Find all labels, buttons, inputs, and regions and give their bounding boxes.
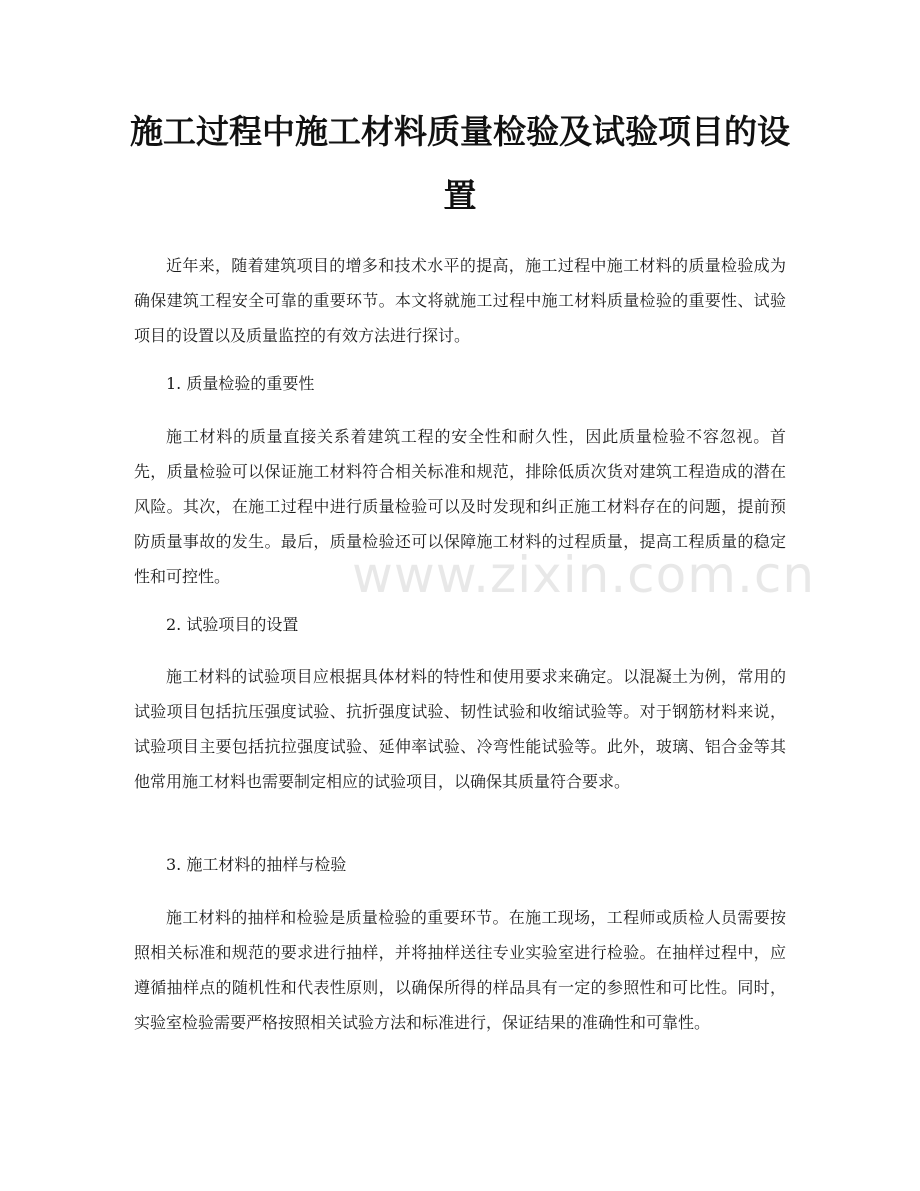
intro-paragraph: 近年来，随着建筑项目的增多和技术水平的提高，施工过程中施工材料的质量检验成为确保建筑工程安全可靠的重要环节。本文将就施工过程中施工材料质量检验的重要性、试验项目的设置以及质量监控的有效方法进行探讨。 [134,256,786,345]
document-title: 施工过程中施工材料质量检验及试验项目的设置 [130,112,790,215]
section-3-heading: 3. 施工材料的抽样与检验 [166,855,347,874]
section-1-heading: 1. 质量检验的重要性 [166,374,315,393]
section-2-paragraph: 施工材料的试验项目应根据具体材料的特性和使用要求来确定。以混凝土为例，常用的试验项目包括抗压强度试验、抗折强度试验、韧性试验和收缩试验等。对于钢筋材料来说，试验项目主要包括抗拉强度试验、延伸率试验、冷弯性能试验等。此外，玻璃、铝合金等其他常用施工材料也需要制定相应的试验项目，以确保其质量符合要求。 [134,667,786,791]
section-2-heading: 2. 试验项目的设置 [166,615,299,634]
watermark: www.zixin.com.cn [352,546,816,604]
section-3-paragraph: 施工材料的抽样和检验是质量检验的重要环节。在施工现场，工程师或质检人员需要按照相关标准和规范的要求进行抽样，并将抽样送往专业实验室进行检验。在抽样过程中，应遵循抽样点的随机性和代表性原则，以确保所得的样品具有一定的参照性和可比性。同时，实验室检验需要严格按照相关试验方法和标准进行，保证结果的准确性和可靠性。 [134,908,786,1032]
section-1-paragraph: 施工材料的质量直接关系着建筑工程的安全性和耐久性，因此质量检验不容忽视。首先，质量检验可以保证施工材料符合相关标准和规范，排除低质次货对建筑工程造成的潜在风险。其次，在施工过程中进行质量检验可以及时发现和纠正施工材料存在的问题，提前预防质量事故的发生。最后，质量检验还可以保障施工材料的过程质量，提高工程质量的稳定性和可控性。 [134,427,786,586]
